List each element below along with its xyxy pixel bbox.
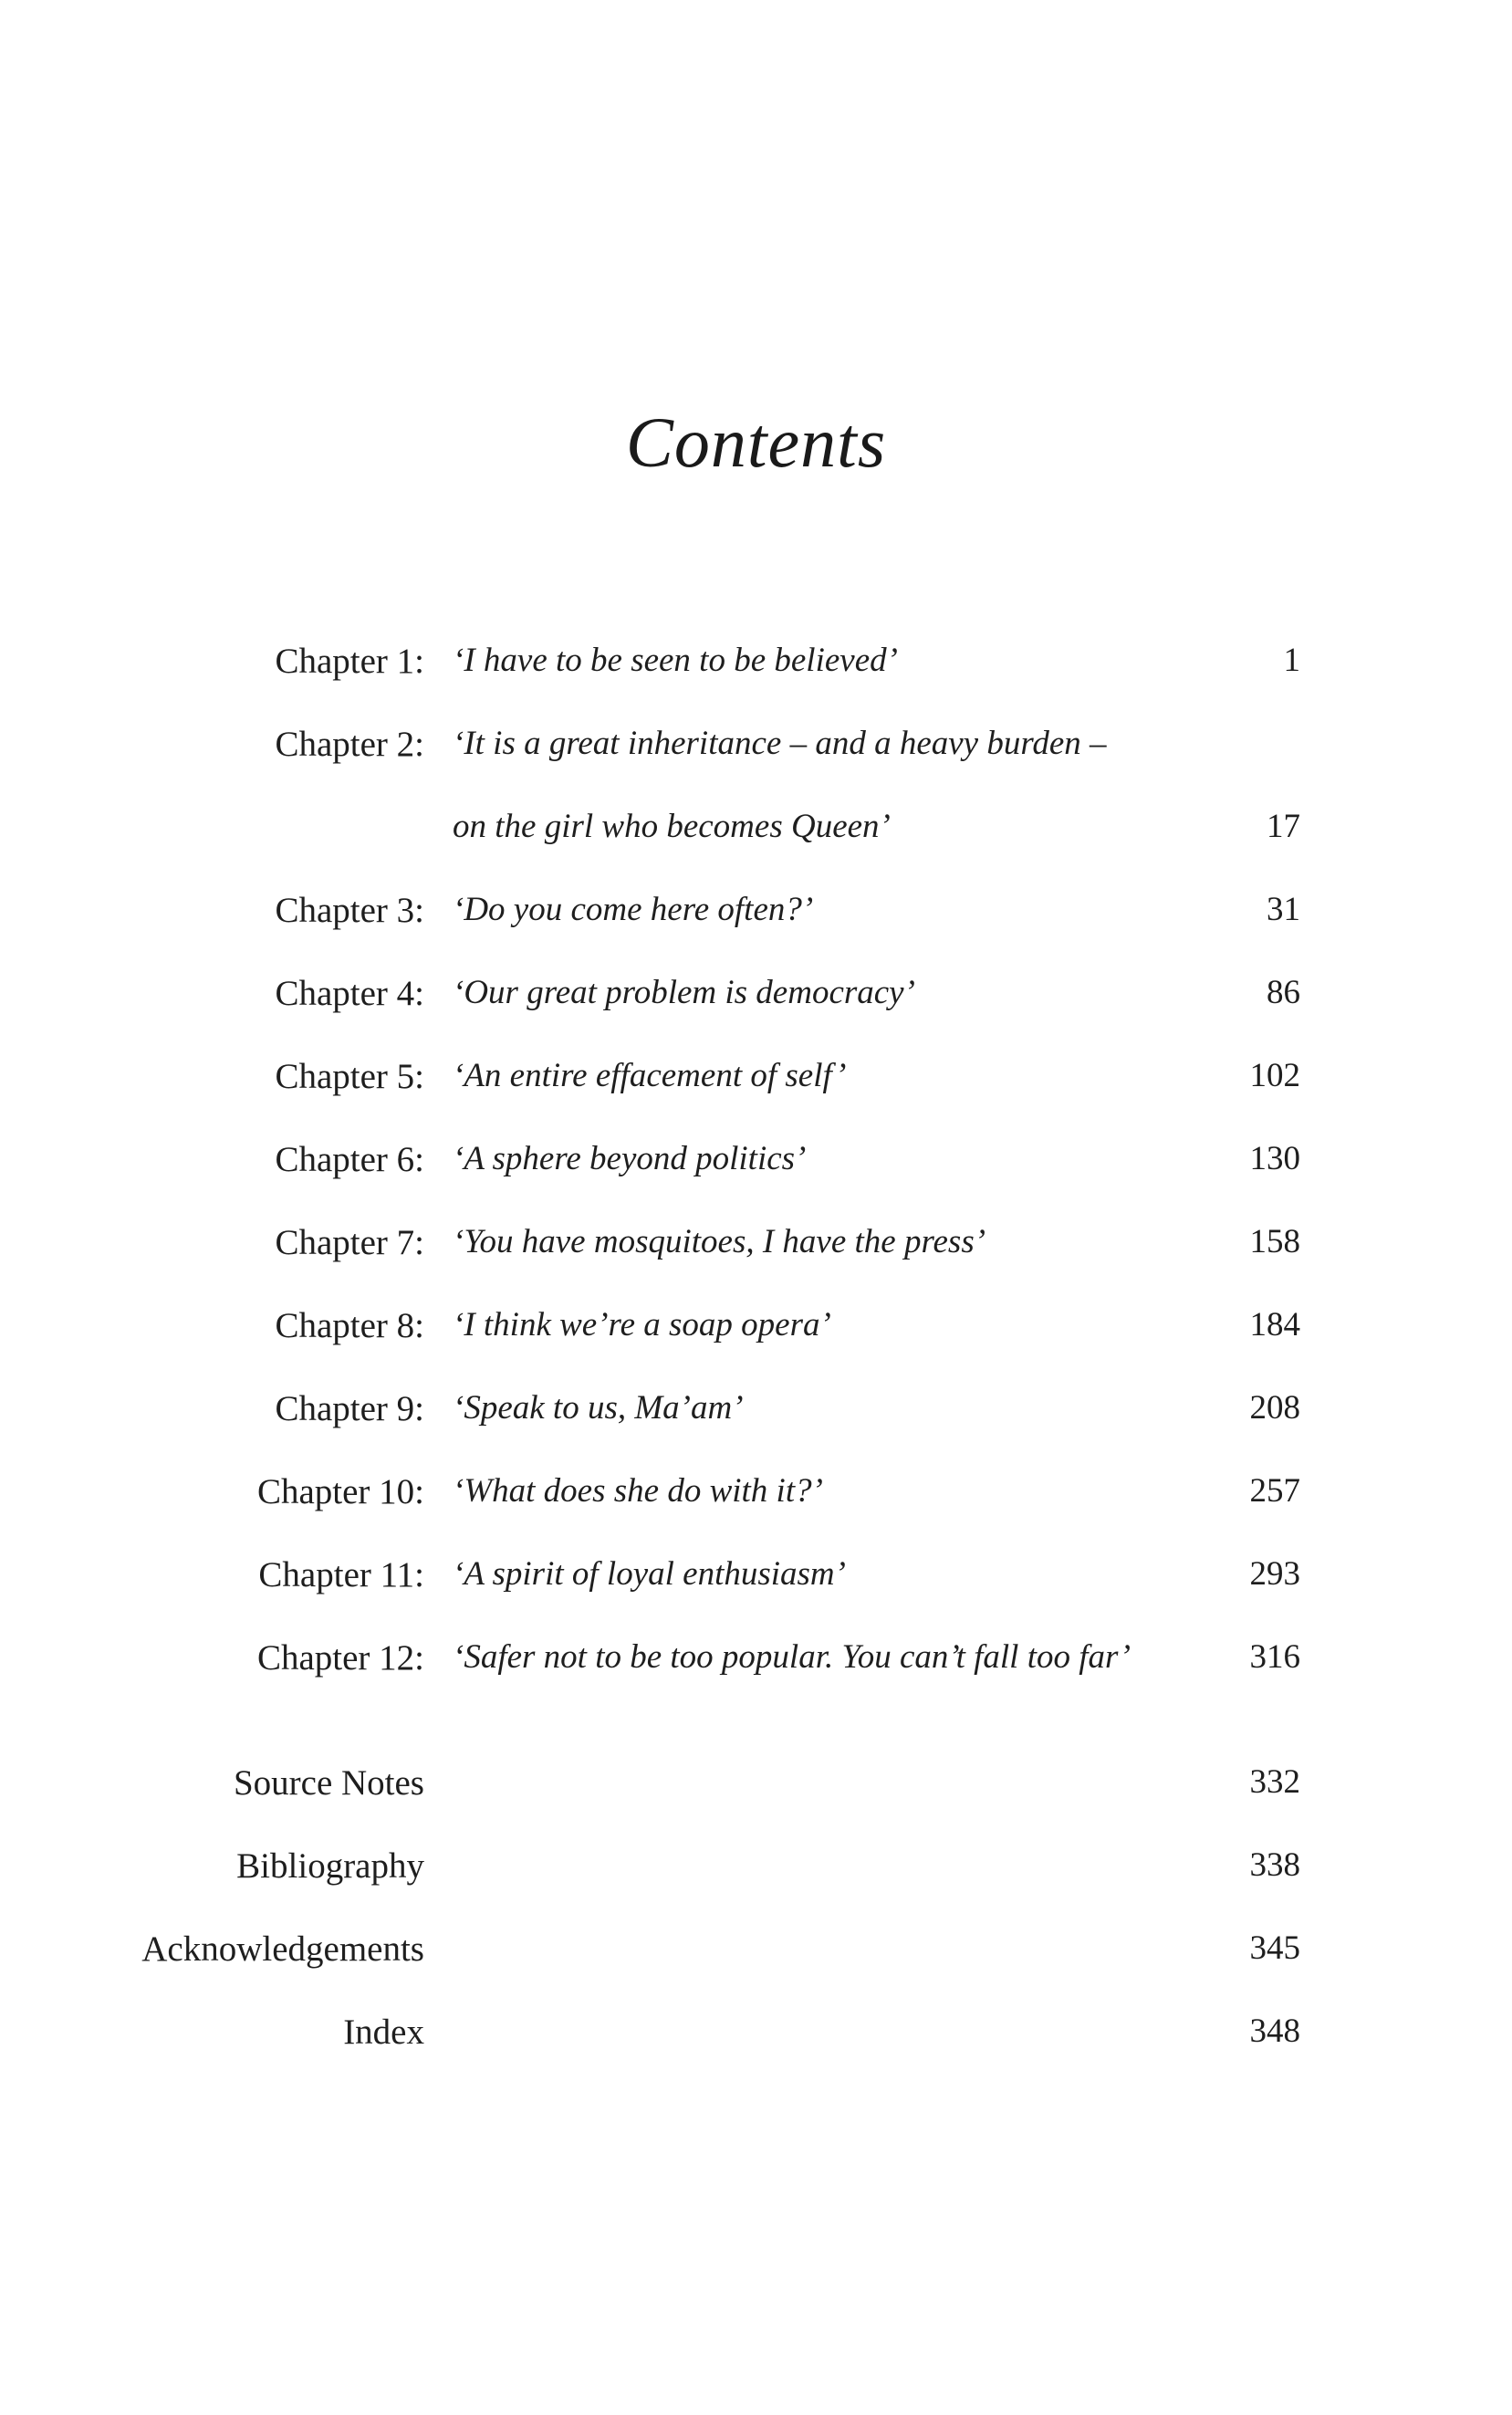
section-label: Index	[343, 2012, 424, 2052]
chapter-label: Chapter 6:	[275, 1140, 424, 1179]
chapter-title: ‘A sphere beyond politics’	[453, 1140, 807, 1177]
page-number: 345	[1249, 1929, 1300, 1967]
chapter-label: Chapter 9:	[275, 1389, 424, 1428]
page-number: 208	[1249, 1389, 1300, 1427]
toc-row-chapter-1	[0, 641, 1512, 695]
page-number: 17	[1267, 808, 1300, 845]
page-number: 102	[1249, 1057, 1300, 1094]
toc-row-source-notes	[0, 1762, 1512, 1817]
chapter-title: ‘Our great problem is democracy’	[453, 974, 915, 1011]
chapter-label: Chapter 7:	[275, 1223, 424, 1262]
page-number: 338	[1249, 1846, 1300, 1884]
section-label: Acknowledgements	[141, 1929, 424, 1969]
chapter-label: Chapter 4:	[275, 974, 424, 1013]
page-title: Contents	[625, 402, 887, 482]
chapter-title: ‘Safer not to be too popular. You can’t fall too far’	[453, 1638, 1131, 1676]
chapter-title: on the girl who becomes Queen’	[453, 808, 891, 845]
toc-row-bibliography	[0, 1845, 1512, 1900]
page-number: 130	[1249, 1140, 1300, 1177]
chapter-title: ‘A spirit of loyal enthusiasm’	[453, 1555, 846, 1593]
toc-row-chapter-7	[0, 1222, 1512, 1277]
page-number: 348	[1249, 2012, 1300, 2050]
chapter-label: Chapter 3:	[275, 891, 424, 930]
section-label: Source Notes	[233, 1763, 424, 1803]
page-number: 332	[1249, 1763, 1300, 1801]
toc-row-chapter-4	[0, 973, 1512, 1028]
toc-row-chapter-10	[0, 1471, 1512, 1526]
section-label: Bibliography	[236, 1846, 424, 1886]
toc-row-chapter-12	[0, 1637, 1512, 1692]
chapter-title: ‘You have mosquitoes, I have the press’	[453, 1223, 986, 1260]
chapter-title: ‘It is a great inheritance – and a heavy burden –	[453, 725, 1107, 762]
chapter-label: Chapter 12:	[256, 1638, 424, 1678]
page-number: 158	[1249, 1223, 1300, 1260]
toc-row-index	[0, 2012, 1512, 2066]
chapter-label: Chapter 11:	[258, 1555, 424, 1594]
toc-row-chapter-3	[0, 890, 1512, 945]
toc-row-chapter-2-continued	[0, 807, 1512, 862]
chapter-title: ‘Speak to us, Ma’am’	[453, 1389, 744, 1427]
page-number: 1	[1283, 642, 1300, 679]
chapter-label: Chapter 5:	[275, 1057, 424, 1096]
toc-row-chapter-2	[0, 724, 1512, 779]
toc-row-chapter-6	[0, 1139, 1512, 1194]
toc-row-chapter-8	[0, 1305, 1512, 1360]
chapter-title: ‘An entire effacement of self’	[453, 1057, 847, 1094]
page-number: 257	[1249, 1472, 1300, 1510]
page-number: 86	[1267, 974, 1300, 1011]
toc-row-acknowledgements	[0, 1929, 1512, 1983]
page-number: 31	[1267, 891, 1300, 928]
page-number: 293	[1249, 1555, 1300, 1593]
chapter-title: ‘I have to be seen to be believed’	[453, 642, 898, 679]
toc-row-chapter-9	[0, 1388, 1512, 1443]
chapter-label: Chapter 2:	[275, 725, 424, 764]
toc-row-chapter-5	[0, 1056, 1512, 1111]
chapter-title: ‘What does she do with it?’	[453, 1472, 823, 1510]
toc-row-chapter-11	[0, 1554, 1512, 1609]
chapter-title: ‘I think we’re a soap opera’	[453, 1306, 831, 1343]
chapter-title: ‘Do you come here often?’	[453, 891, 814, 928]
chapter-label: Chapter 8:	[275, 1306, 424, 1345]
page-number: 316	[1249, 1638, 1300, 1676]
chapter-label: Chapter 1:	[275, 642, 424, 681]
page-number: 184	[1249, 1306, 1300, 1343]
chapter-label: Chapter 10:	[256, 1472, 424, 1511]
